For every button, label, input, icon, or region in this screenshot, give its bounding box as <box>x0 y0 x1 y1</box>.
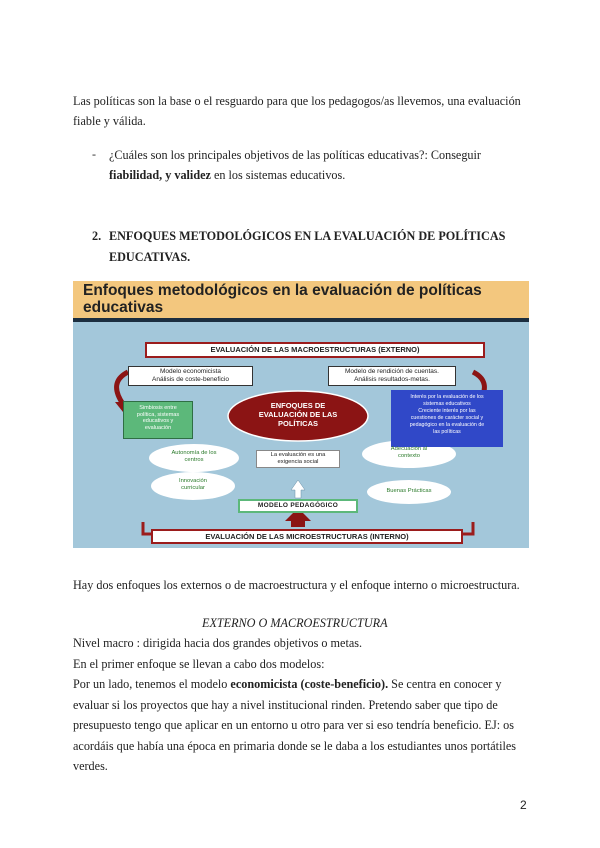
simbiosis-line-3: educativos y <box>142 418 174 424</box>
paragraph-3-line-5: verdes. <box>73 759 108 773</box>
nivel-macro-line: Nivel macro : dirigida hacia dos grandes objetivos o metas. <box>73 636 363 650</box>
center-oval-line-3: POLÍTICAS <box>277 419 318 428</box>
autonomia-text <box>153 450 235 464</box>
interes-line-2: sistemas educativos <box>423 401 471 407</box>
economicista-line-1: Modelo economicista <box>159 368 222 375</box>
figure-title <box>73 281 529 318</box>
economicista-box <box>128 366 253 386</box>
bullet-line-2 <box>109 166 345 185</box>
center-oval-line-1: ENFOQUES DE <box>270 401 326 410</box>
innovacion-text <box>154 478 232 492</box>
exigencia-line-2: exigencia social <box>277 459 319 465</box>
center-oval-text <box>238 401 358 433</box>
paragraph-1-line-1: Las políticas son la base o el resguardo para que los pedagogos/as llevemos, una evaluación <box>73 94 521 108</box>
simbiosis-line-4: evaluación <box>144 424 172 431</box>
innovacion-line-1: Innovación <box>178 478 208 484</box>
section-heading-line-1: ENFOQUES METODOLÓGICOS EN LA EVALUACIÓN DE POLÍTICAS <box>109 229 506 243</box>
bullet-dash: - <box>92 147 96 161</box>
adecuacion-line-2: contexto <box>398 453 420 459</box>
economicista-line-2: Análisis de coste-beneficio <box>152 376 229 383</box>
center-oval-line-2: EVALUACIÓN DE LAS <box>258 410 338 419</box>
section-heading-line-2: EDUCATIVAS. <box>109 250 191 264</box>
p3-post: Se centra en conocer y <box>388 677 502 691</box>
modelo-pedagogico-box: MODELO PEDAGÓGICO <box>238 499 358 513</box>
autonomia-line-2: centros <box>184 457 204 463</box>
exigencia-line-1: La evaluación es una <box>270 452 326 458</box>
paragraph-3-line-2: evaluar si los proyectos que hay a nivel institucional rinden. Pretendo saber que tipo de <box>73 698 498 712</box>
subheading: EXTERNO O MACROESTRUCTURA <box>202 616 388 630</box>
figure-title-line-1: Enfoques metodológicos en la evaluación de políticas <box>83 282 482 299</box>
section-number: 2. <box>92 229 102 243</box>
interes-box <box>391 390 503 447</box>
paragraph-1-line-2: fiable y válida. <box>73 114 146 128</box>
interes-line-6: las políticas <box>433 429 461 435</box>
rendicion-line-1: Modelo de rendición de cuentas. <box>345 368 439 375</box>
interes-line-5: pedagógico en la evaluación de <box>409 422 485 428</box>
diagram-figure <box>73 281 529 548</box>
bullet-bold-text: fiabilidad, y validez <box>109 168 211 182</box>
simbiosis-box <box>123 401 193 439</box>
adecuacion-line-1: Adecuación al <box>390 446 428 452</box>
rendicion-box <box>328 366 456 386</box>
interes-line-4: cuestiones de carácter social y <box>410 415 484 421</box>
up-arrow-white <box>291 480 305 498</box>
micro-banner: EVALUACIÓN DE LAS MICROESTRUCTURAS (INTERNO) <box>151 529 463 544</box>
interes-line-1: Interés por la evaluación de los <box>410 394 484 400</box>
rendicion-line-2: Análisis resultados-metas. <box>354 376 430 383</box>
left-curve-arrow <box>117 372 128 404</box>
primer-enfoque-line: En el primer enfoque se llevan a cabo dos modelos: <box>73 657 325 671</box>
p3-bold: economicista (coste-beneficio). <box>230 677 389 691</box>
simbiosis-line-2: política, sistemas <box>136 411 180 418</box>
paragraph-2: Hay dos enfoques los externos o de macroestructura y el enfoque interno o microestructura. <box>73 578 520 592</box>
autonomia-line-1: Autonomía de los <box>171 450 217 456</box>
simbiosis-line-1: Simbiosis entre <box>139 405 177 411</box>
interes-line-3: Creciente interés por las <box>418 408 476 414</box>
bullet-line-1: ¿Cuáles son los principales objetivos de las políticas educativas?: Conseguir <box>109 148 481 162</box>
figure-title-line-2: educativas <box>83 299 164 316</box>
exigencia-social-box <box>256 450 340 468</box>
p3-pre: Por un lado, tenemos el modelo <box>73 677 231 691</box>
paragraph-3-line-1 <box>73 675 501 694</box>
page-number: 2 <box>520 798 527 812</box>
bullet-rest-text: en los sistemas educativos. <box>210 168 346 182</box>
buenas-practicas-text: Buenas Prácticas <box>386 488 432 494</box>
paragraph-3-line-4: acordáis que había una época en primaria donde se le daba a los estudiantes unos portátiles <box>73 739 516 753</box>
figure-body <box>73 322 529 548</box>
paragraph-3-line-3: presupuesto tengo que aplicar en un entorno u otro para ver si eso tendría beneficio. EJ: os <box>73 718 514 732</box>
innovacion-line-2: curricular <box>181 485 205 491</box>
macro-banner: EVALUACIÓN DE LAS MACROESTRUCTURAS (EXTERNO) <box>145 342 485 358</box>
adecuacion-text <box>365 446 453 460</box>
